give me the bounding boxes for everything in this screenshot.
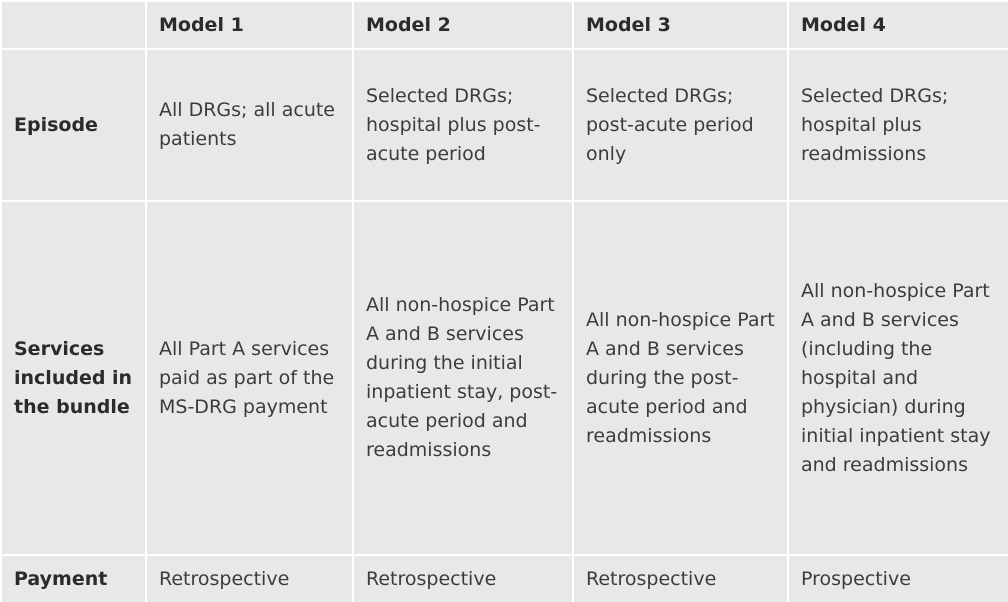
- cell-services-model-2: All non-hospice Part A and B services during the initial inpatient stay, post-acute period and readmissions: [353, 201, 573, 555]
- table-header-row: [1, 1, 1008, 49]
- row-label-episode: Episode: [1, 49, 146, 201]
- table-row-services: [1, 201, 1008, 555]
- header-model-1: Model 1: [146, 1, 353, 49]
- row-label-services: Services included in the bundle: [1, 201, 146, 555]
- row-label-payment: Payment: [1, 555, 146, 602]
- cell-payment-model-2: Retrospective: [353, 555, 573, 602]
- cell-episode-model-1: All DRGs; all acute patients: [146, 49, 353, 201]
- cell-episode-model-2: Selected DRGs; hospital plus post-acute period: [353, 49, 573, 201]
- cell-payment-model-1: Retrospective: [146, 555, 353, 602]
- header-model-3: Model 3: [573, 1, 788, 49]
- header-model-4: Model 4: [788, 1, 1008, 49]
- cell-episode-model-4: Selected DRGs; hospital plus readmissions: [788, 49, 1008, 201]
- table-row-payment: [1, 555, 1008, 602]
- cell-services-model-3: All non-hospice Part A and B services during the post-acute period and readmissions: [573, 201, 788, 555]
- cell-payment-model-4: Prospective: [788, 555, 1008, 602]
- header-model-2: Model 2: [353, 1, 573, 49]
- cell-services-model-4: All non-hospice Part A and B services (including the hospital and physician) during initial inpatient stay and readmissions: [788, 201, 1008, 555]
- cell-services-model-1: All Part A services paid as part of the MS-DRG payment: [146, 201, 353, 555]
- table-row-episode: [1, 49, 1008, 201]
- cell-payment-model-3: Retrospective: [573, 555, 788, 602]
- header-corner-cell: [1, 1, 146, 49]
- cell-episode-model-3: Selected DRGs; post-acute period only: [573, 49, 788, 201]
